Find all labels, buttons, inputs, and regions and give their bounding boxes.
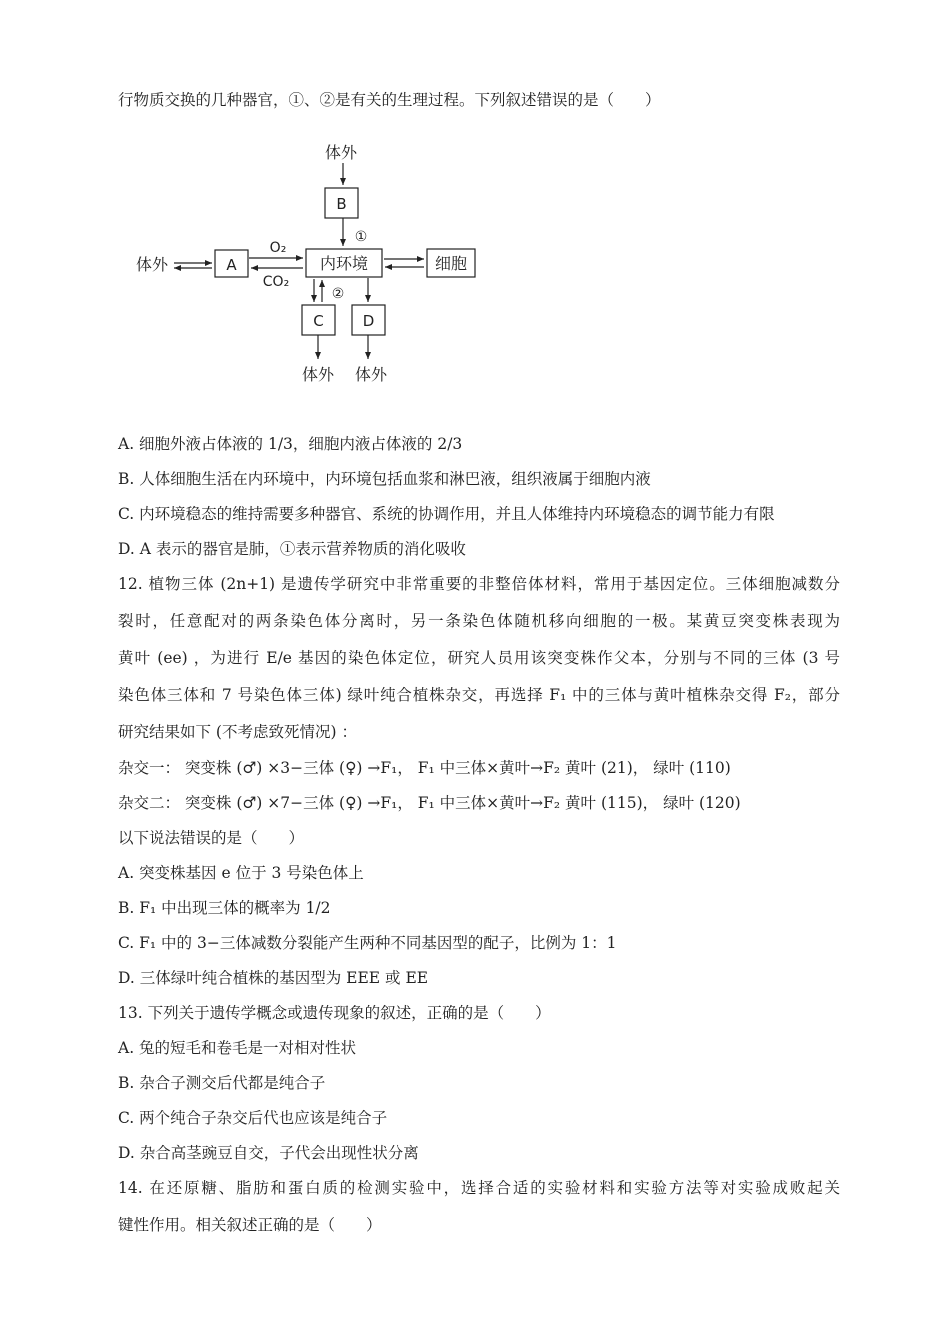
q12-stem-line-1: 12. 植物三体 (2n+1) 是遗传学研究中非常重要的非整倍体材料，常用于基因定位。三体细胞减数分 bbox=[118, 575, 840, 593]
label-outside-c: 体外 bbox=[301, 365, 335, 384]
internal-environment-label: 内环境 bbox=[319, 254, 369, 273]
box-c-label: C bbox=[313, 312, 324, 330]
label-outside-d: 体外 bbox=[354, 365, 388, 384]
box-a-label: A bbox=[226, 256, 237, 274]
q11-option-d: D. A 表示的器官是肺，①表示营养物质的消化吸收 bbox=[118, 540, 466, 558]
o2-label: O₂ bbox=[269, 240, 287, 256]
label-outside-left: 体外 bbox=[135, 255, 169, 274]
q13-stem: 13. 下列关于遗传学概念或遗传现象的叙述，正确的是（ ） bbox=[118, 1004, 551, 1022]
box-b-label: B bbox=[336, 195, 347, 213]
q14-stem-line-1: 14. 在还原糖、脂肪和蛋白质的检测实验中，选择合适的实验材料和实验方法等对实验成败起关 bbox=[118, 1179, 840, 1197]
q12-option-b: B. F₁ 中出现三体的概率为 1/2 bbox=[118, 899, 331, 917]
q12-stem-line-2: 裂时，任意配对的两条染色体分离时，另一条染色体随机移向细胞的一极。某黄豆突变株表现为 bbox=[118, 612, 840, 630]
q12-option-a: A. 突变株基因 e 位于 3 号染色体上 bbox=[118, 864, 364, 882]
q12-option-d: D. 三体绿叶纯合植株的基因型为 EEE 或 EE bbox=[118, 969, 429, 987]
q11-option-b: B. 人体细胞生活在内环境中，内环境包括血浆和淋巴液，组织液属于细胞内液 bbox=[118, 470, 651, 488]
q11-option-c: C. 内环境稳态的维持需要多种器官、系统的协调作用，并且人体维持内环境稳态的调节能力有限 bbox=[118, 505, 775, 523]
q13-option-d: D. 杂合高茎豌豆自交，子代会出现性状分离 bbox=[118, 1144, 419, 1162]
box-d-label: D bbox=[362, 312, 375, 330]
q13-option-c: C. 两个纯合子杂交后代也应该是纯合子 bbox=[118, 1109, 388, 1127]
q11-option-a: A. 细胞外液占体液的 1/3，细胞内液占体液的 2/3 bbox=[118, 435, 463, 453]
q12-cross-1: 杂交一： 突变株 (♂) ×3−三体 (♀) →F₁， F₁ 中三体×黄叶→F₂ 黄叶 (21)， 绿叶 (110) bbox=[118, 759, 731, 777]
q12-stem-line-4: 染色体三体和 7 号染色体三体) 绿叶纯合植株杂交，再选择 F₁ 中的三体与黄叶植株杂交得 F₂，部分 bbox=[118, 686, 840, 704]
q12-stem-line-3: 黄叶 (ee) ，为进行 E/e 基因的染色体定位，研究人员用该突变株作父本，分别与不同的三体 (3 号 bbox=[118, 649, 840, 667]
q12-question: 以下说法错误的是（ ） bbox=[118, 829, 305, 847]
label-outside-top: 体外 bbox=[324, 143, 358, 162]
q14-stem-line-2: 键性作用。相关叙述正确的是（ ） bbox=[118, 1216, 382, 1234]
co2-label: CO₂ bbox=[262, 274, 290, 290]
q13-option-a: A. 兔的短毛和卷毛是一对相对性状 bbox=[118, 1039, 357, 1057]
q12-option-c: C. F₁ 中的 3−三体减数分裂能产生两种不同基因型的配子，比例为 1：1 bbox=[118, 934, 617, 952]
internal-environment-diagram bbox=[0, 0, 950, 400]
q12-cross-2: 杂交二： 突变株 (♂) ×7−三体 (♀) →F₁， F₁ 中三体×黄叶→F₂ 黄叶 (115)， 绿叶 (120) bbox=[118, 794, 741, 812]
cell-label: 细胞 bbox=[434, 254, 468, 273]
question-intro: 行物质交换的几种器官，①、②是有关的生理过程。下列叙述错误的是（ ） bbox=[118, 91, 661, 109]
process-2-label: ② bbox=[331, 286, 345, 302]
process-1-label: ① bbox=[354, 229, 368, 245]
q13-option-b: B. 杂合子测交后代都是纯合子 bbox=[118, 1074, 326, 1092]
q12-stem-line-5: 研究结果如下 (不考虑致死情况) ： bbox=[118, 723, 357, 741]
